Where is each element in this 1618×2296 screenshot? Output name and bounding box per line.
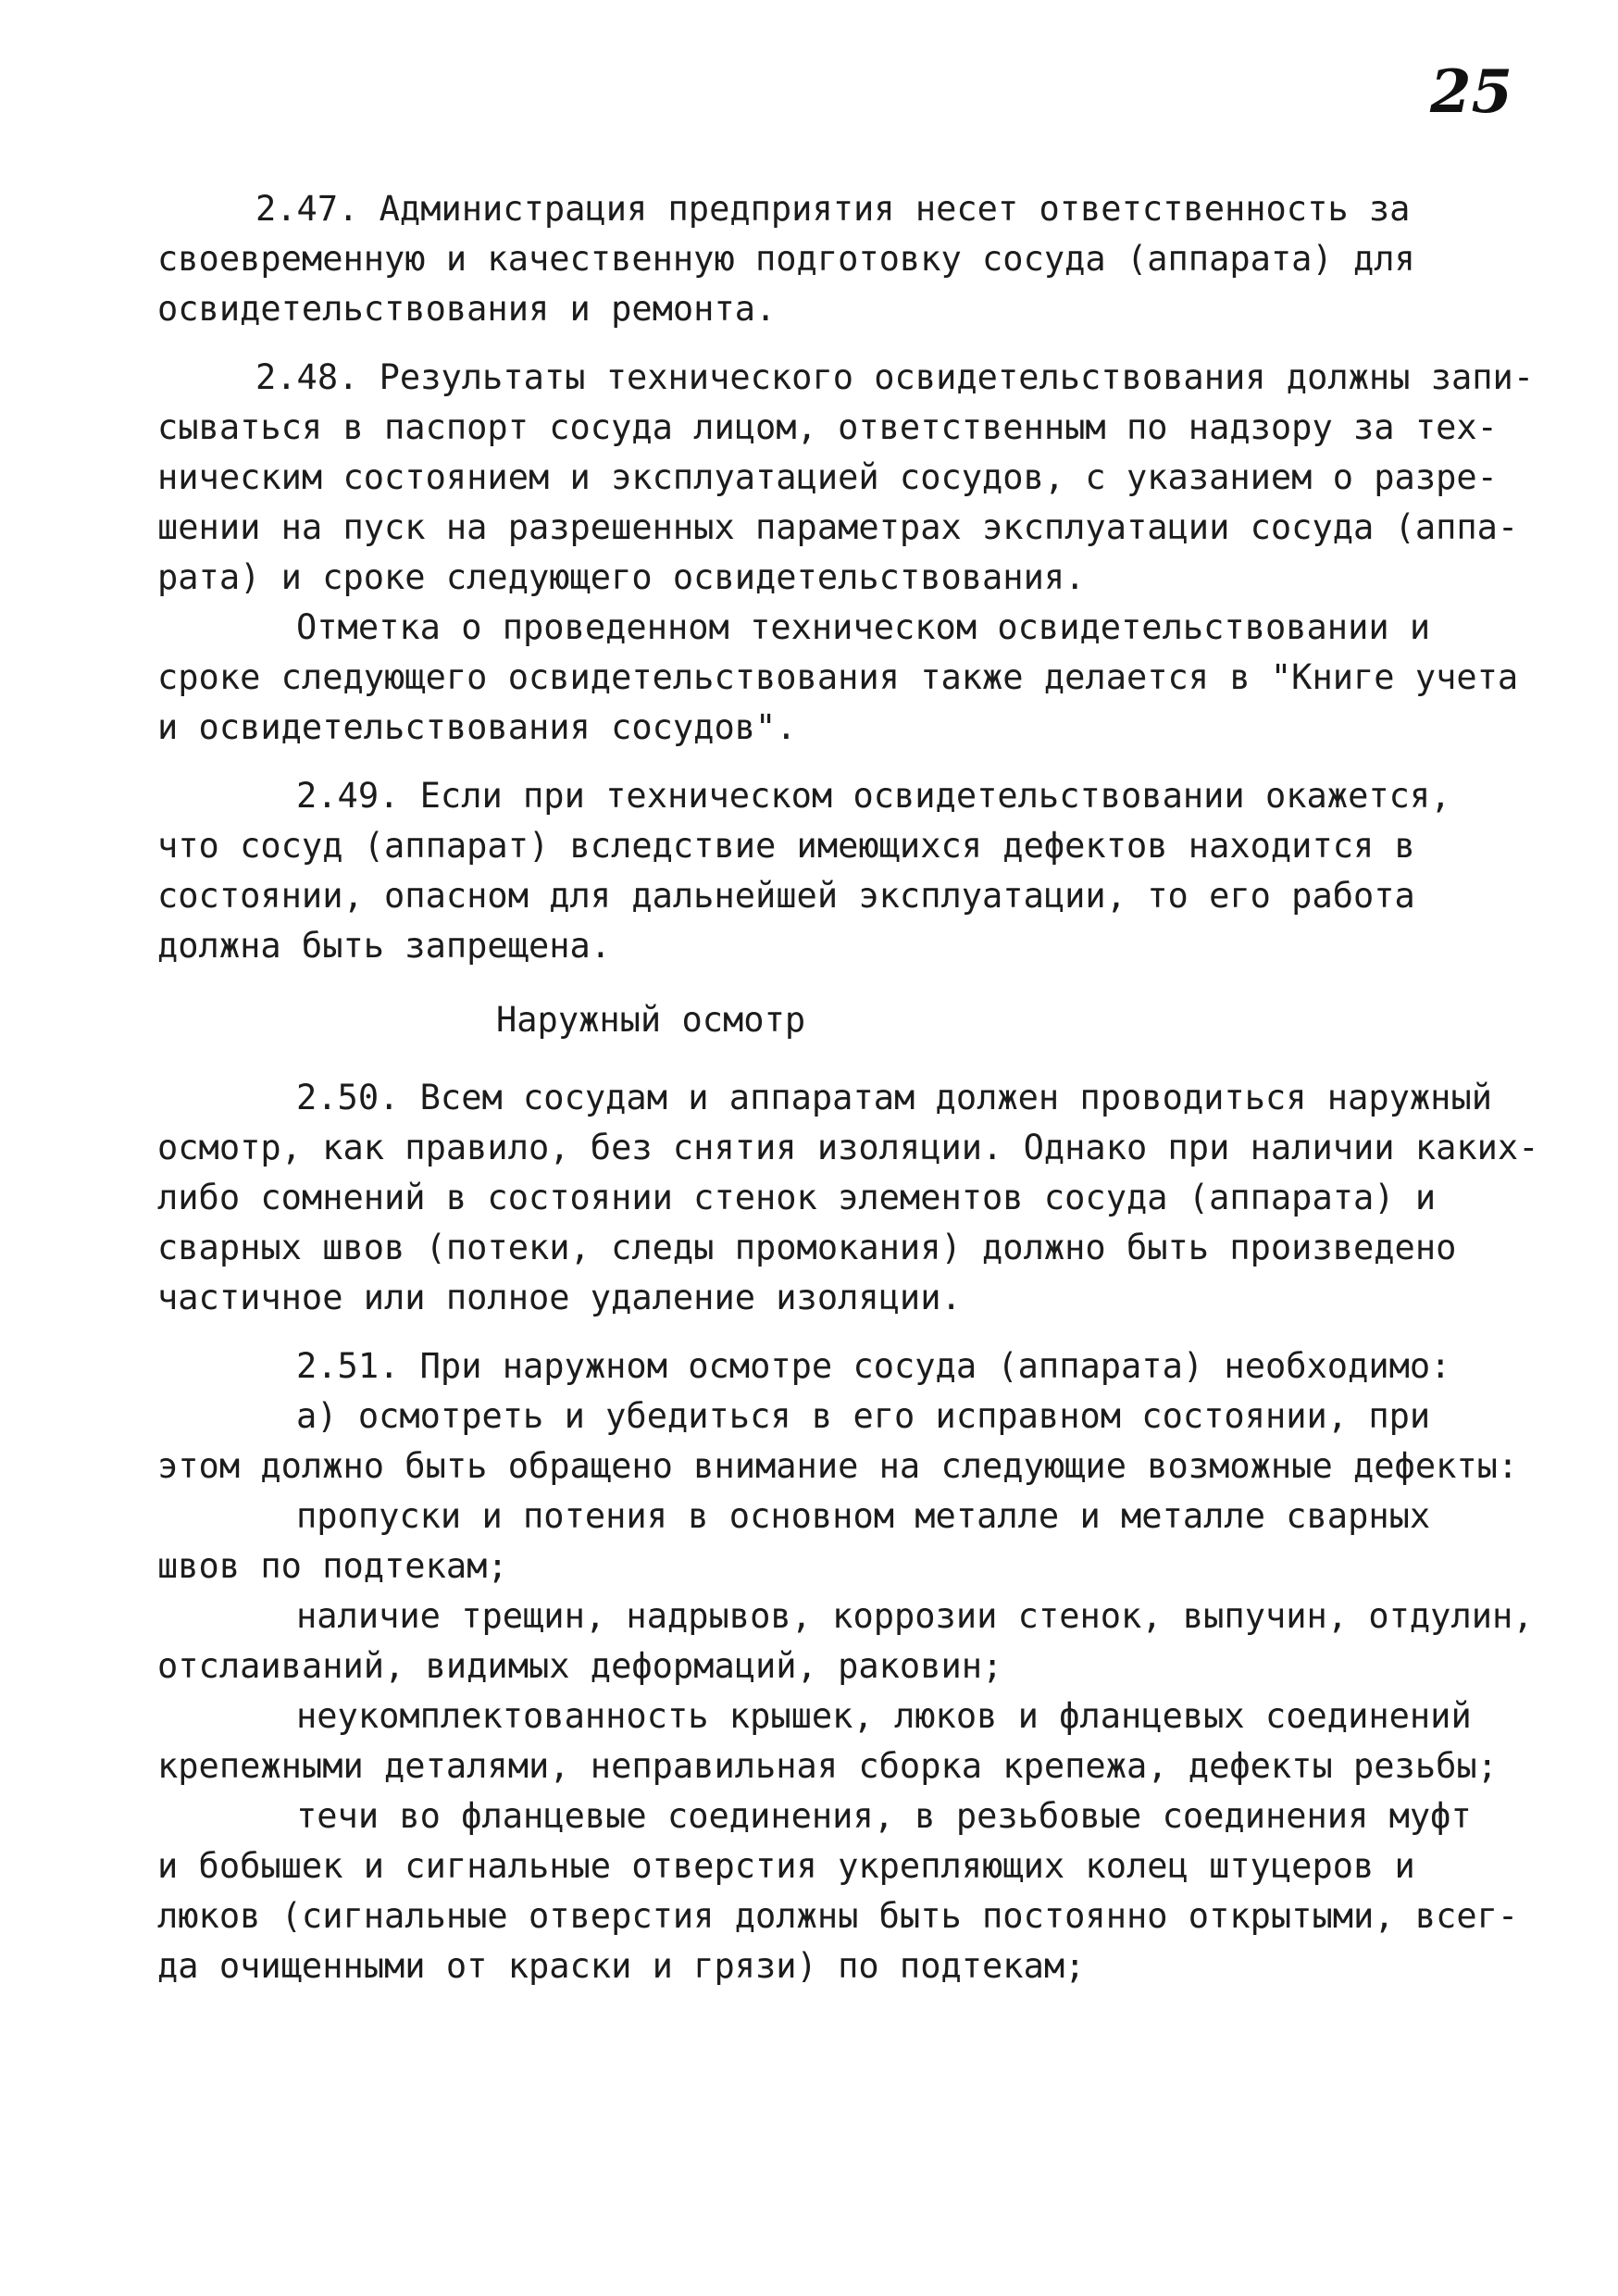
text-line: отслаиваний, видимых деформаций, раковин; — [157, 1646, 1003, 1686]
text-line: рата) и сроке следующего освидетельствования. — [157, 557, 1086, 597]
text-line: своевременную и качественную подготовку сосуда (аппарата) для — [157, 239, 1415, 279]
text-line: а) осмотреть и убедиться в его исправном состоянии, при — [296, 1396, 1431, 1436]
text-line: Отметка о проведенном техническом освидетельствовании и — [296, 607, 1431, 647]
text-line: течи во фланцевые соединения, в резьбовые соединения муфт — [296, 1796, 1472, 1836]
text-line: неукомплектованность крышек, люков и фланцевых соединений — [296, 1696, 1472, 1736]
text-line: и бобышек и сигнальные отверстия укрепляющих колец штуцеров и — [157, 1846, 1415, 1886]
text-line: наличие трещин, надрывов, коррозии стенок, выпучин, отдулин, — [296, 1596, 1534, 1636]
text-line: этом должно быть обращено внимание на следующие возможные дефекты: — [157, 1446, 1519, 1486]
text-line: швов по подтекам; — [157, 1546, 508, 1586]
text-line: 2.50. Всем сосудам и аппаратам должен проводиться наружный — [296, 1078, 1493, 1117]
text-line: сроке следующего освидетельствования также делается в "Книге учета — [157, 657, 1519, 697]
text-line: что сосуд (аппарат) вследствие имеющихся дефектов находится в — [157, 826, 1415, 866]
page-number: 25 — [1430, 57, 1513, 127]
text-line: шении на пуск на разрешенных параметрах эксплуатации сосуда (аппа- — [157, 507, 1519, 547]
text-line: ническим состоянием и эксплуатацией сосудов, с указанием о разре- — [157, 457, 1498, 497]
text-line: 2.49. Если при техническом освидетельствовании окажется, — [296, 776, 1451, 816]
text-line: частичное или полное удаление изоляции. — [157, 1278, 962, 1317]
text-line: сываться в паспорт сосуда лицом, ответственным по надзору за тех- — [157, 407, 1498, 447]
text-line: должна быть запрещена. — [157, 926, 612, 966]
text-line: да очищенными от краски и грязи) по подтекам; — [157, 1946, 1086, 1986]
text-line: 2.47. Администрация предприятия несет ответственность за — [255, 189, 1411, 229]
text-line: 2.48. Результаты технического освидетельствования должны запи- — [255, 357, 1535, 397]
text-line: крепежными деталями, неправильная сборка крепежа, дефекты резьбы; — [157, 1746, 1498, 1786]
text-line: 2.51. При наружном осмотре сосуда (аппарата) необходимо: — [296, 1346, 1451, 1386]
text-line: и освидетельствования сосудов". — [157, 707, 797, 747]
text-line: осмотр, как правило, без снятия изоляции. Однако при наличии каких- — [157, 1128, 1539, 1167]
text-line: либо сомнений в состоянии стенок элементов сосуда (аппарата) и — [157, 1178, 1437, 1217]
text-line: люков (сигнальные отверстия должны быть постоянно открытыми, всег- — [157, 1896, 1519, 1936]
text-line: пропуски и потения в основном металле и металле сварных — [296, 1496, 1431, 1536]
text-line: состоянии, опасном для дальнейшей эксплуатации, то его работа — [157, 876, 1415, 916]
text-line: сварных швов (потеки, следы промокания) должно быть произведено — [157, 1228, 1457, 1267]
section-heading: Наружный осмотр — [496, 1000, 806, 1040]
text-line: освидетельствования и ремонта. — [157, 289, 777, 329]
